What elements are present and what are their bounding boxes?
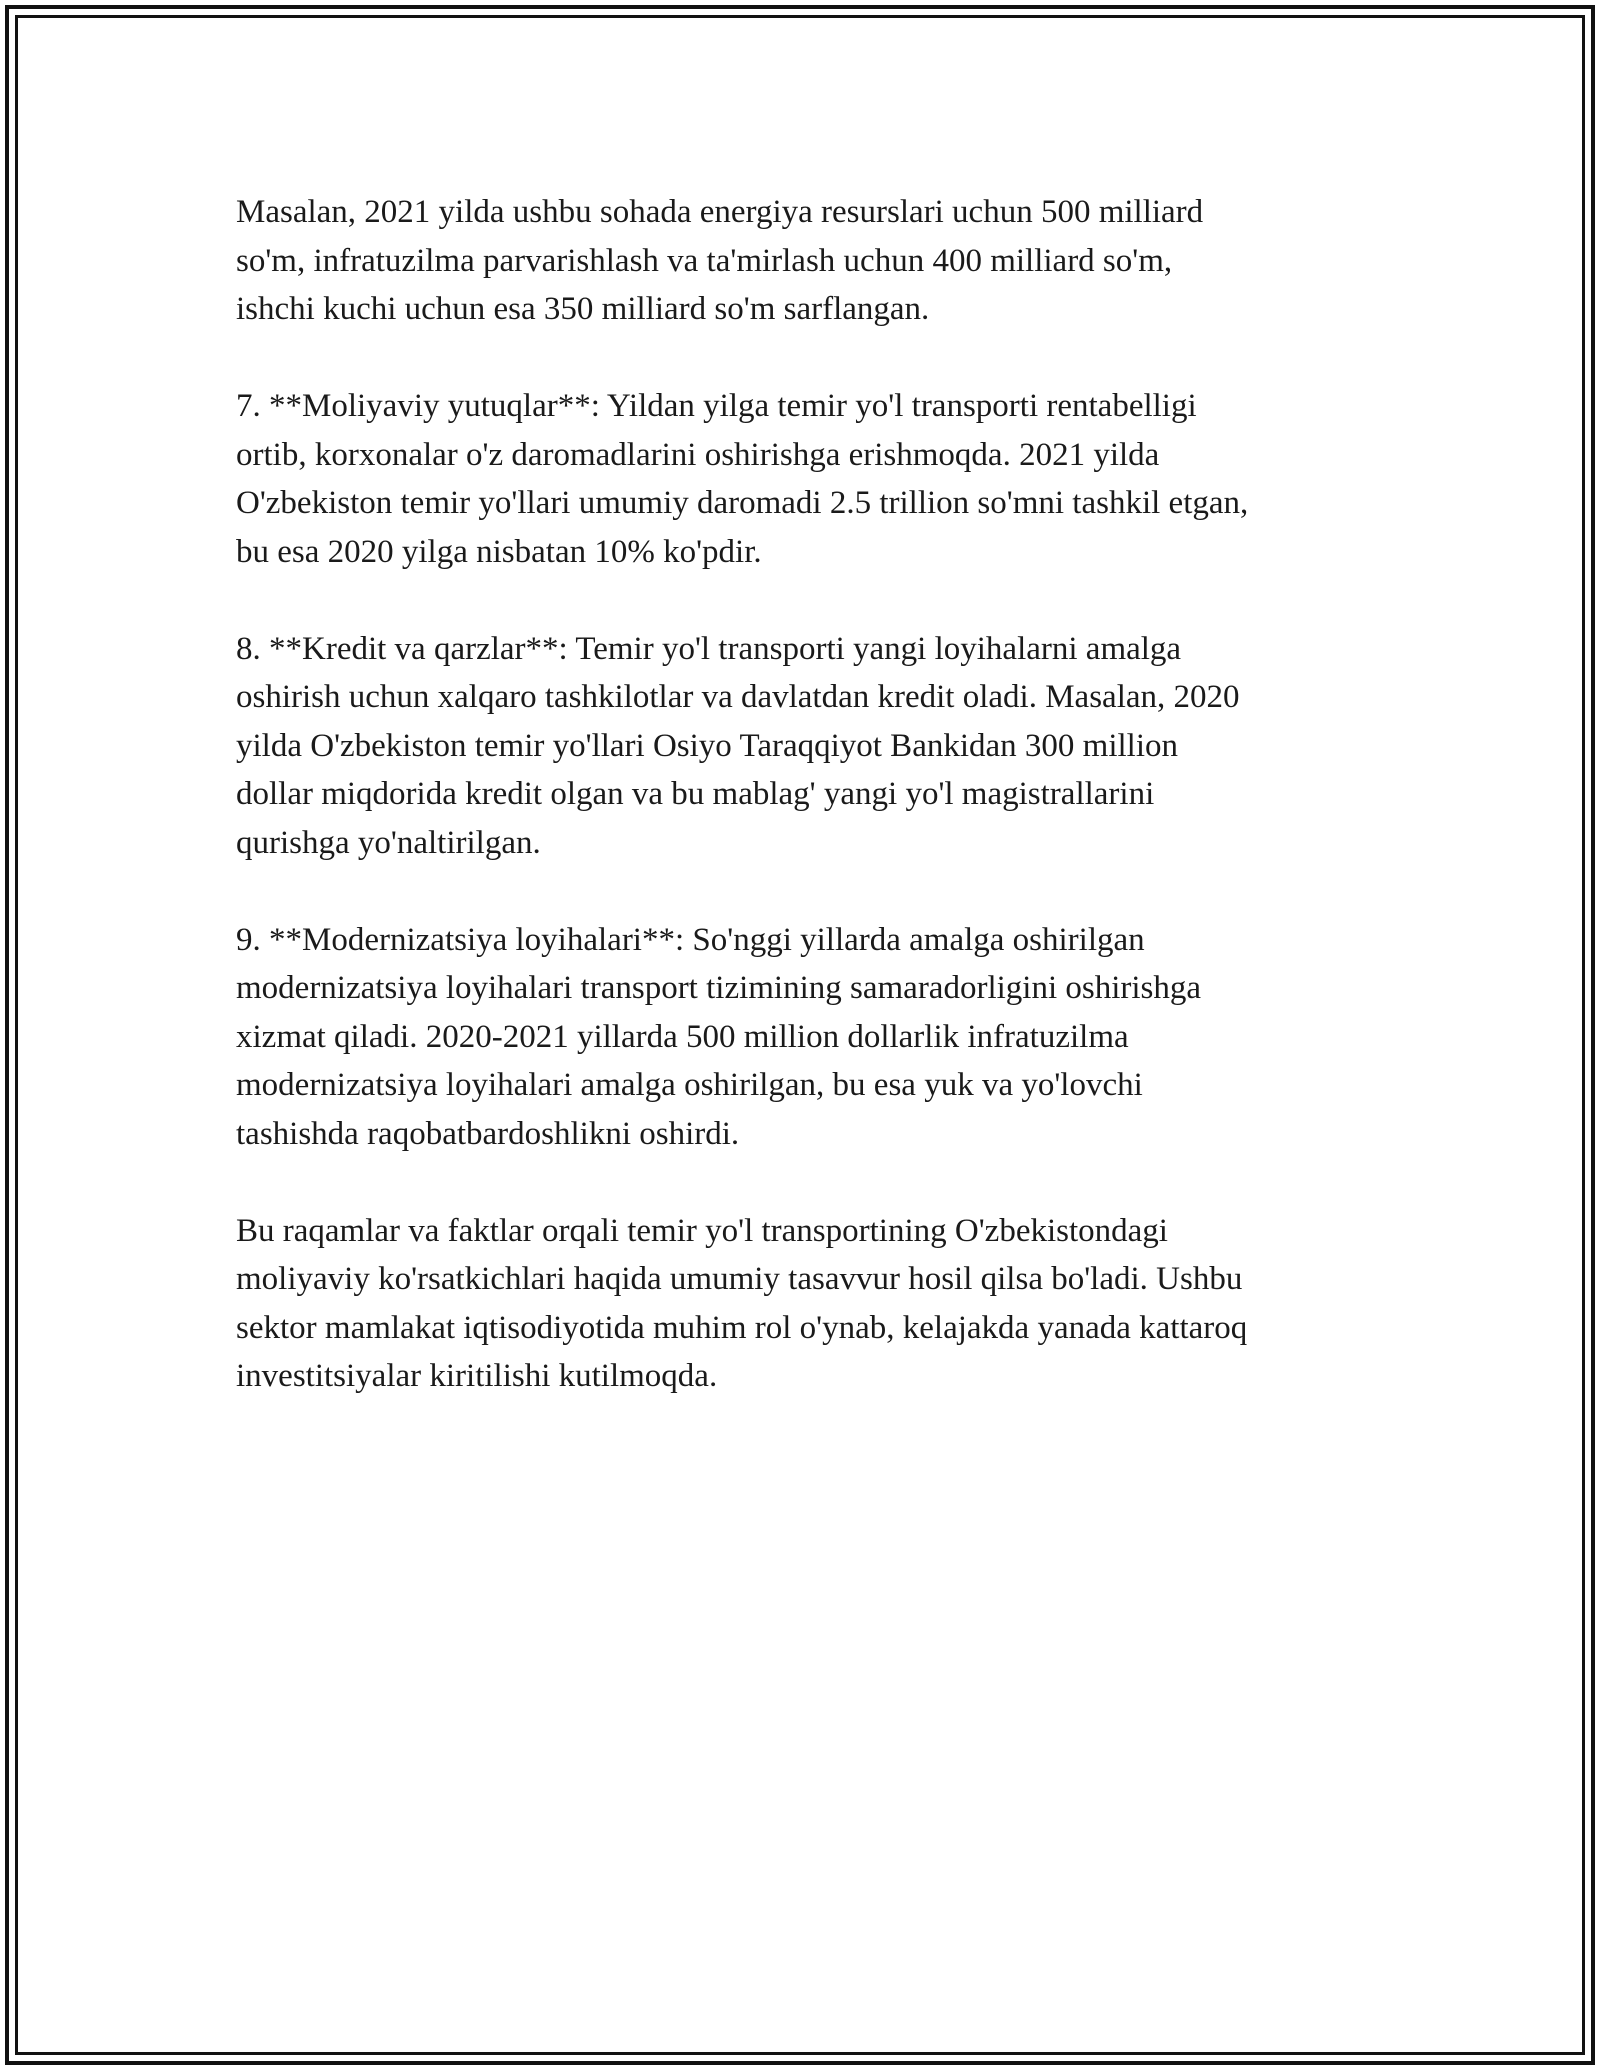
paragraph-expenses — [236, 188, 1386, 334]
text-line: tashishda raqobatbardoshlikni oshirdi. — [236, 1115, 740, 1152]
paragraph-modernization-projects — [236, 916, 1386, 1159]
text-line: O'zbekiston temir yo'llari umumiy daromadi 2.5 trillion so'mni tashkil etgan, — [236, 485, 1249, 521]
text-line: oshirish uchun xalqaro tashkilotlar va davlatdan kredit oladi. Masalan, 2020 — [236, 679, 1240, 715]
text-line: Bu raqamlar va faktlar orqali temir yo'l transportining O'zbekistondagi — [236, 1212, 1168, 1249]
text-line: bu esa 2020 yilga nisbatan 10% ko'pdir. — [236, 533, 762, 570]
text-line: modernizatsiya loyihalari amalga oshirilgan, bu esa yuk va yo'lovchi — [236, 1067, 1143, 1103]
document-body — [236, 188, 1386, 1449]
text-line: yilda O'zbekiston temir yo'llari Osiyo Taraqqiyot Bankidan 300 million — [236, 727, 1178, 764]
text-line: investitsiyalar kiritilishi kutilmoqda. — [236, 1358, 718, 1394]
text-line: moliyaviy ko'rsatkichlari haqida umumiy tasavvur hosil qilsa bo'ladi. Ushbu — [236, 1261, 1243, 1297]
text-line: 7. **Moliyaviy yutuqlar**: Yildan yilga temir yo'l transporti rentabelligi — [236, 388, 1197, 424]
text-line: 8. **Kredit va qarzlar**: Temir yo'l transporti yangi loyihalarni amalga — [236, 630, 1182, 667]
text-line: sektor mamlakat iqtisodiyotida muhim rol o'ynab, kelajakda yanada kattaroq — [236, 1309, 1248, 1346]
text-line: modernizatsiya loyihalari transport tizimining samaradorligini oshirishga — [236, 970, 1202, 1006]
text-line: so'm, infratuzilma parvarishlash va ta'mirlash uchun 400 milliard so'm, — [236, 242, 1173, 279]
text-line: 9. **Modernizatsiya loyihalari**: So'nggi yillarda amalga oshirilgan — [236, 921, 1145, 958]
text-line: ishchi kuchi uchun esa 350 milliard so'm sarflangan. — [236, 291, 930, 327]
paragraph-credit-and-loans — [236, 625, 1386, 868]
text-line: Masalan, 2021 yilda ushbu sohada energiya resurslari uchun 500 milliard — [236, 194, 1204, 230]
paragraph-financial-achievements — [236, 382, 1386, 576]
text-line: xizmat qiladi. 2020-2021 yillarda 500 million dollarlik infratuzilma — [236, 1018, 1129, 1055]
text-line: dollar miqdorida kredit olgan va bu mablag' yangi yo'l magistrallarini — [236, 776, 1155, 812]
text-line: qurishga yo'naltirilgan. — [236, 824, 541, 861]
text-line: ortib, korxonalar o'z daromadlarini oshirishga erishmoqda. 2021 yilda — [236, 436, 1160, 473]
paragraph-conclusion — [236, 1207, 1386, 1401]
